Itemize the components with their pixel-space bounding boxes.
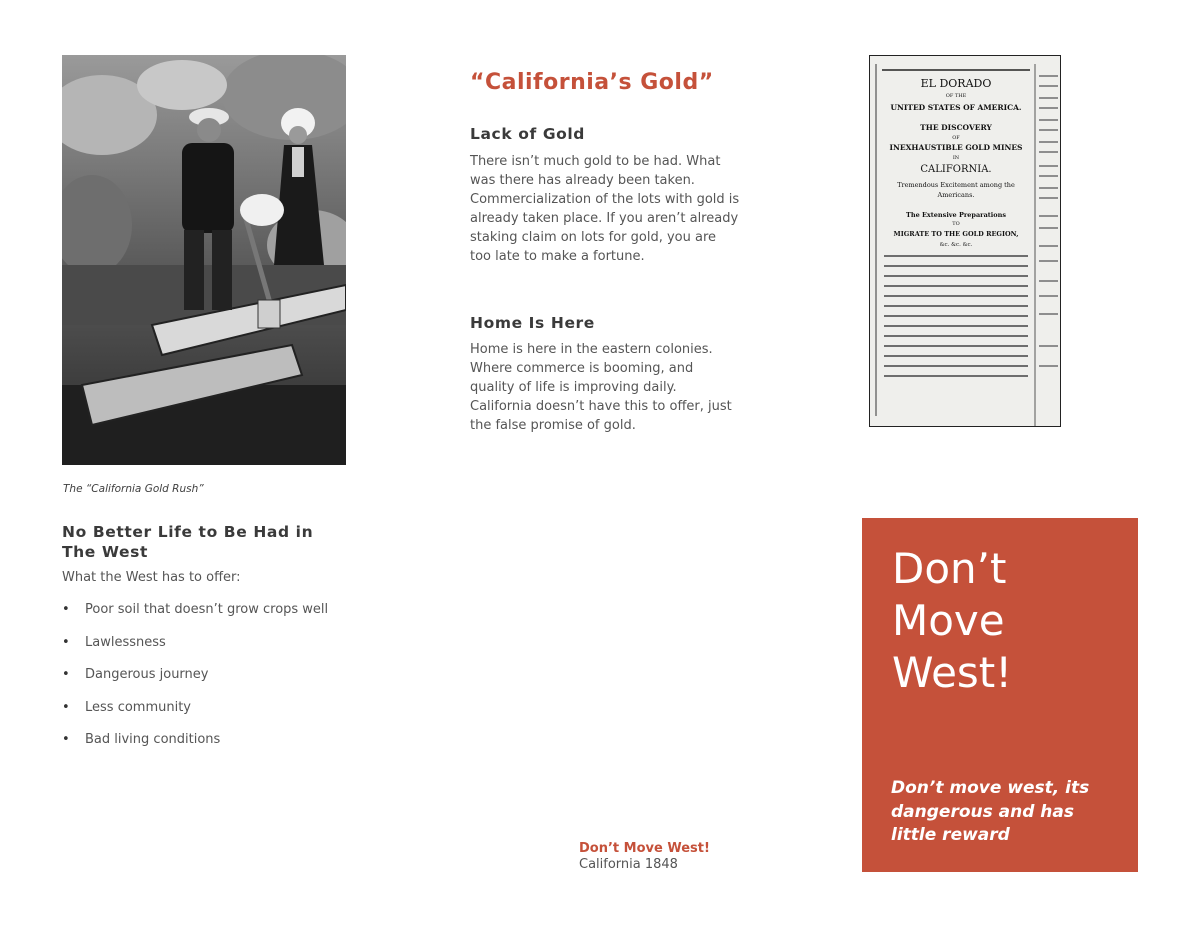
section-heading-lack-of-gold: Lack of Gold — [470, 125, 585, 143]
list-item: • Bad living conditions — [62, 730, 342, 750]
newspaper-line: IN — [952, 155, 960, 161]
list-item: • Lawlessness — [62, 633, 342, 653]
newspaper-line: OF THE — [945, 93, 967, 99]
footer-title: Don’t Move West! — [579, 841, 710, 856]
newspaper-illustration — [870, 56, 1060, 426]
list-item: • Dangerous journey — [62, 665, 342, 685]
footer-subtitle: California 1848 — [579, 857, 678, 872]
list-item: • Poor soil that doesn’t grow crops well — [62, 600, 342, 620]
newspaper-headline: EL DORADO — [920, 77, 992, 90]
newspaper-clipping-image — [869, 55, 1061, 427]
cover-title: Don’t Move West! — [892, 544, 1013, 697]
newspaper-line: UNITED STATES OF AMERICA. — [890, 103, 1022, 112]
newspaper-line: INEXHAUSTIBLE GOLD MINES — [889, 143, 1023, 152]
newspaper-line: &c. &c. &c. — [939, 242, 973, 248]
newspaper-line: CALIFORNIA. — [920, 164, 992, 175]
newspaper-line: Americans. — [937, 191, 975, 199]
west-drawbacks-list — [62, 600, 342, 763]
newspaper-line: OF — [952, 135, 960, 141]
photo-caption: The “California Gold Rush” — [63, 483, 204, 495]
section-heading-home-is-here: Home Is Here — [470, 314, 595, 332]
section-heading-west: No Better Life to Be Had in The West — [62, 523, 314, 561]
newspaper-line: THE DISCOVERY — [920, 123, 992, 132]
section-body-lack-of-gold: There isn’t much gold to be had. What was there has already been taken. Commercialization of the lots with gold is already taken place. If you aren’t already staking claim on lots for gold, you are too late to make a fortune. — [470, 154, 740, 264]
newspaper-line: TO — [952, 221, 960, 227]
cover-panel — [862, 518, 1138, 872]
panel-title: “California’s Gold” — [470, 70, 714, 95]
cover-tagline: Don’t move west, its dangerous and has little reward — [891, 778, 1090, 845]
newspaper-line: MIGRATE TO THE GOLD REGION, — [893, 230, 1019, 238]
section-body-home-is-here: Home is here in the eastern colonies. Where commerce is booming, and quality of life is improving daily. California doesn’t have this to offer, just the false promise of gold. — [470, 342, 732, 433]
gold-rush-illustration — [62, 55, 346, 465]
newspaper-line: The Extensive Preparations — [906, 211, 1006, 219]
list-item: • Less community — [62, 698, 342, 718]
west-intro-text: What the West has to offer: — [62, 570, 241, 585]
gold-rush-photo — [62, 55, 346, 465]
newspaper-line: Tremendous Excitement among the — [897, 181, 1015, 189]
